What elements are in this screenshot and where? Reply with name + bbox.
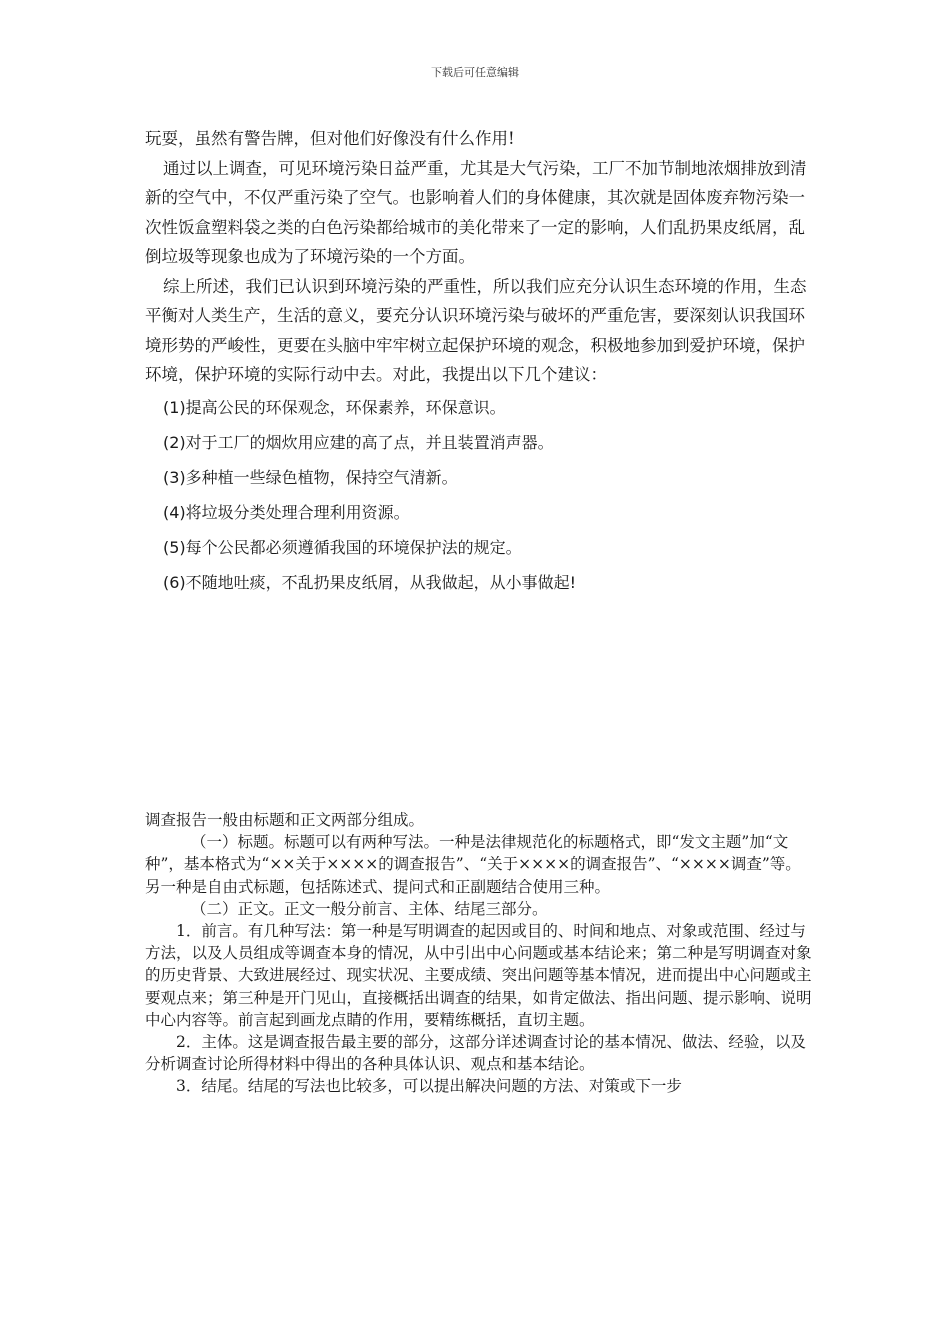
list-item: (5)每个公民都必须遵循我国的环境保护法的规定。: [163, 537, 522, 557]
paragraph: （二）正文。正文一般分前言、主体、结尾三部分。: [191, 899, 548, 918]
list-item: (2)对于工厂的烟炊用应建的高了点，并且装置消声器。: [163, 432, 554, 452]
list-item: (3)多种植一些绿色植物，保持空气清新。: [163, 467, 458, 487]
page-header: 下载后可任意编辑: [431, 66, 519, 79]
list-item: (1)提高公民的环保观念，环保素养，环保意识。: [163, 397, 506, 417]
paragraph: 综上所述，我们已认识到环境污染的严重性，所以我们应充分认识生态环境的作用，生态平衡对人类生产，生活的意义，要充分认识环境污染与破坏的严重危害，要深刻认识我国环境形势的严峻性，更要在头脑中牢牢树立起保护环境的观念，积极地参加到爱护环境，保护环境，保护环境的实际行动中去。对此，我提出以下几个建议：: [145, 276, 807, 384]
list-item: (4)将垃圾分类处理合理利用资源。: [163, 502, 410, 522]
paragraph: 通过以上调查，可见环境污染日益严重，尤其是大气污染，工厂不加节制地浓烟排放到清新的空气中，不仅严重污染了空气。也影响着人们的身体健康，其次就是固体废弃物污染一次性饭盒塑料袋之类的白色污染都给城市的美化带来了一定的影响，人们乱扔果皮纸屑，乱倒垃圾等现象也成为了环境污染的一个方面。: [145, 158, 807, 266]
list-item: (6)不随地吐痰，不乱扔果皮纸屑，从我做起，从小事做起!: [163, 572, 577, 592]
report-guide-section: [145, 809, 815, 1098]
paragraph: 调查报告一般由标题和正文两部分组成。: [145, 811, 425, 829]
essay-section: [145, 124, 815, 600]
paragraph: 3．结尾。结尾的写法也比较多，可以提出解决问题的方法、对策或下一步: [176, 1077, 682, 1096]
paragraph: 2．主体。这是调查报告最主要的部分，这部分详述调查讨论的基本情况、做法、经验，以及分析调查讨论所得材料中得出的各种具体认识、观点和基本结论。: [145, 1033, 806, 1074]
suggestion-list: [145, 390, 815, 600]
paragraph: 玩耍，虽然有警告牌，但对他们好像没有什么作用!: [145, 129, 515, 148]
paragraph: （一）标题。标题可以有两种写法。一种是法律规范化的标题格式，即“发文主题”加“文种”，基本格式为“××关于××××的调查报告”、“关于××××的调查报告”、“××××调查”等。另一种是自由式标题，包括陈述式、提问式和正副题结合使用三种。: [145, 833, 801, 896]
paragraph: 1．前言。有几种写法：第一种是写明调查的起因或目的、时间和地点、对象或范围、经过与方法，以及人员组成等调查本身的情况，从中引出中心问题或基本结论来；第二种是写明调查对象的历史背景、大致进展经过、现实状况、主要成绩、突出问题等基本情况，进而提出中心问题或主要观点来；第三种是开门见山，直接概括出调查的结果，如肯定做法、指出问题、提示影响、说明中心内容等。前言起到画龙点睛的作用，要精练概括，直切主题。: [145, 922, 812, 1029]
